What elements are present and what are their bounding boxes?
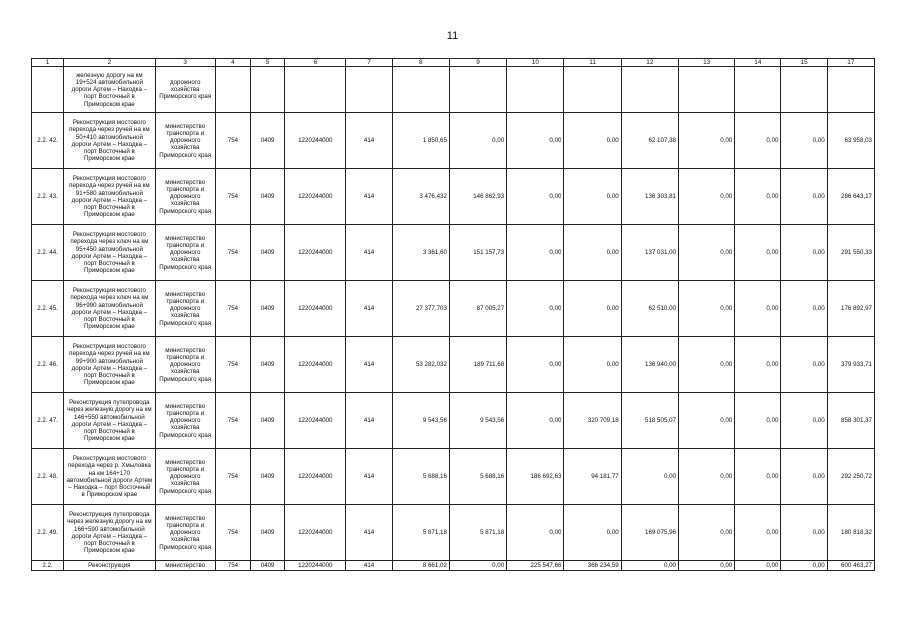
col-17-cell — [827, 67, 874, 113]
organization-cell: министерство транспорта и дорожного хозяйства Приморского края — [155, 393, 215, 449]
col-4-cell: 754 — [215, 561, 250, 571]
col-8-cell: 9 543,56 — [392, 393, 449, 449]
row-number-cell: 2.2. 48. — [32, 449, 64, 505]
row-number-cell: 2.2. 45. — [32, 281, 64, 337]
col-10-cell: 225 547,66 — [507, 561, 564, 571]
col-12-cell: 136 940,00 — [621, 337, 678, 393]
col-4-cell: 754 — [215, 169, 250, 225]
col-5-cell: 0409 — [251, 561, 285, 571]
col-6-cell: 1220244000 — [285, 169, 346, 225]
col-10-cell: 0,00 — [507, 337, 564, 393]
col-13-cell: 0,00 — [678, 169, 734, 225]
col-9-cell: 5 688,16 — [449, 449, 506, 505]
col-12-cell: 169 075,96 — [621, 505, 678, 561]
col-9-cell: 0,00 — [449, 561, 506, 571]
col-9-cell: 146 862,93 — [449, 169, 506, 225]
col-11-cell: 366 234,59 — [564, 561, 621, 571]
col-13-cell: 0,00 — [678, 393, 734, 449]
col-17-cell: 180 818,32 — [827, 505, 874, 561]
col-9-cell: 9 543,56 — [449, 393, 506, 449]
col-8-cell: 8 661,02 — [392, 561, 449, 571]
col-6-cell: 1220244000 — [285, 337, 346, 393]
organization-cell: дорожного хозяйства Приморского края — [155, 67, 215, 113]
description-cell: Реконструкция путепровода через железную дорогу на км 166+590 автомобильной дороги Артем – Находка – порт Восточный в Приморском крае — [64, 505, 155, 561]
col-14-cell: 0,00 — [735, 561, 781, 571]
header-cell: 12 — [621, 59, 678, 67]
table-row — [32, 225, 875, 281]
col-11-cell: 320 709,18 — [564, 393, 621, 449]
table-row — [32, 169, 875, 225]
col-8-cell: 3 361,60 — [392, 225, 449, 281]
col-9-cell — [449, 67, 506, 113]
col-17-cell: 286 643,17 — [827, 169, 874, 225]
col-15-cell: 0,00 — [781, 281, 827, 337]
col-5-cell: 0409 — [251, 113, 285, 169]
col-11-cell: 0,00 — [564, 169, 621, 225]
col-11-cell: 0,00 — [564, 337, 621, 393]
col-11-cell: 94 181,77 — [564, 449, 621, 505]
header-cell: 4 — [215, 59, 250, 67]
table-row — [32, 393, 875, 449]
col-14-cell: 0,00 — [735, 225, 781, 281]
col-17-cell: 176 892,97 — [827, 281, 874, 337]
header-cell: 5 — [251, 59, 285, 67]
col-15-cell: 0,00 — [781, 169, 827, 225]
description-cell: Реконструкция мостового перехода через р. Хмыловка на км 164+170 автомобильной дороги Артем – Находка – порт Восточный в Приморском крае — [64, 449, 155, 505]
col-14-cell: 0,00 — [735, 113, 781, 169]
col-5-cell: 0409 — [251, 505, 285, 561]
col-7-cell: 414 — [346, 113, 392, 169]
col-15-cell: 0,00 — [781, 113, 827, 169]
col-6-cell: 1220244000 — [285, 113, 346, 169]
col-7-cell: 414 — [346, 225, 392, 281]
col-17-cell: 858 301,37 — [827, 393, 874, 449]
col-10-cell: 0,00 — [507, 505, 564, 561]
col-15-cell: 0,00 — [781, 337, 827, 393]
col-7-cell: 414 — [346, 169, 392, 225]
col-10-cell: 0,00 — [507, 225, 564, 281]
header-row — [32, 59, 875, 67]
col-9-cell: 87 005,27 — [449, 281, 506, 337]
col-17-cell: 379 933,71 — [827, 337, 874, 393]
header-cell: 17 — [827, 59, 874, 67]
organization-cell: министерство транспорта и дорожного хозяйства Приморского края — [155, 225, 215, 281]
col-11-cell: 0,00 — [564, 225, 621, 281]
col-6-cell: 1220244000 — [285, 561, 346, 571]
col-6-cell — [285, 67, 346, 113]
col-12-cell: 0,00 — [621, 561, 678, 571]
col-12-cell: 518 505,07 — [621, 393, 678, 449]
organization-cell: министерство транспорта и дорожного хозяйства Приморского края — [155, 281, 215, 337]
col-6-cell: 1220244000 — [285, 449, 346, 505]
table-row — [32, 449, 875, 505]
col-12-cell: 0,00 — [621, 449, 678, 505]
col-5-cell: 0409 — [251, 393, 285, 449]
col-4-cell: 754 — [215, 449, 250, 505]
col-15-cell: 0,00 — [781, 393, 827, 449]
col-11-cell: 0,00 — [564, 113, 621, 169]
description-cell: Реконструкция мостового перехода через ручей на км 91+580 автомобильной дороги Артем – Находка – порт Восточный в Приморском крае — [64, 169, 155, 225]
table-row — [32, 337, 875, 393]
col-10-cell — [507, 67, 564, 113]
description-cell: Реконструкция мостового перехода через ключ на км 96+990 автомобильной дороги Артем – Находка – порт Восточный в Приморском крае — [64, 281, 155, 337]
description-cell: железную дорогу на км 19+524 автомобильной дороги Артем – Находка – порт Восточный в Приморском крае — [64, 67, 155, 113]
organization-cell: министерство транспорта и дорожного хозяйства Приморского края — [155, 169, 215, 225]
col-5-cell: 0409 — [251, 281, 285, 337]
organization-cell: министерство — [155, 561, 215, 571]
header-cell: 6 — [285, 59, 346, 67]
col-4-cell: 754 — [215, 393, 250, 449]
col-12-cell: 137 031,00 — [621, 225, 678, 281]
col-15-cell: 0,00 — [781, 561, 827, 571]
col-5-cell: 0409 — [251, 225, 285, 281]
col-7-cell: 414 — [346, 281, 392, 337]
row-number-cell: 2.2. 44. — [32, 225, 64, 281]
col-17-cell: 63 958,03 — [827, 113, 874, 169]
description-cell: Реконструкция путепровода через железную дорогу на км 146+550 автомобильной дороги Артем – Находка – порт Восточный в Приморском крае — [64, 393, 155, 449]
col-15-cell: 0,00 — [781, 225, 827, 281]
col-13-cell: 0,00 — [678, 449, 734, 505]
col-15-cell — [781, 67, 827, 113]
col-14-cell — [735, 67, 781, 113]
col-7-cell: 414 — [346, 337, 392, 393]
header-cell: 13 — [678, 59, 734, 67]
budget-table — [31, 58, 875, 571]
header-cell: 8 — [392, 59, 449, 67]
col-15-cell: 0,00 — [781, 449, 827, 505]
col-14-cell: 0,00 — [735, 393, 781, 449]
col-13-cell: 0,00 — [678, 281, 734, 337]
organization-cell: министерство транспорта и дорожного хозяйства Приморского края — [155, 449, 215, 505]
col-4-cell: 754 — [215, 225, 250, 281]
col-13-cell: 0,00 — [678, 337, 734, 393]
col-14-cell: 0,00 — [735, 169, 781, 225]
page-number: 11 — [446, 30, 459, 42]
col-11-cell: 0,00 — [564, 281, 621, 337]
header-cell: 10 — [507, 59, 564, 67]
col-14-cell: 0,00 — [735, 281, 781, 337]
col-5-cell — [251, 67, 285, 113]
col-8-cell: 27 377,703 — [392, 281, 449, 337]
header-cell: 9 — [449, 59, 506, 67]
col-14-cell: 0,00 — [735, 337, 781, 393]
col-8-cell: 5 688,16 — [392, 449, 449, 505]
col-14-cell: 0,00 — [735, 505, 781, 561]
header-cell: 7 — [346, 59, 392, 67]
col-5-cell: 0409 — [251, 169, 285, 225]
table-row — [32, 281, 875, 337]
col-13-cell: 0,00 — [678, 561, 734, 571]
col-17-cell: 292 250,72 — [827, 449, 874, 505]
row-number-cell: 2.2. 49. — [32, 505, 64, 561]
description-cell: Реконструкция мостового перехода через ручей на км 99+900 автомобильной дороги Артем – Находка – порт Восточный в Приморском крае — [64, 337, 155, 393]
col-6-cell: 1220244000 — [285, 281, 346, 337]
col-14-cell: 0,00 — [735, 449, 781, 505]
col-4-cell: 754 — [215, 281, 250, 337]
header-cell: 3 — [155, 59, 215, 67]
col-7-cell: 414 — [346, 561, 392, 571]
col-4-cell: 754 — [215, 113, 250, 169]
col-7-cell — [346, 67, 392, 113]
col-12-cell: 62 510,00 — [621, 281, 678, 337]
col-13-cell — [678, 67, 734, 113]
col-10-cell: 0,00 — [507, 113, 564, 169]
header-cell: 15 — [781, 59, 827, 67]
col-8-cell: 5 871,18 — [392, 505, 449, 561]
col-8-cell: 1 850,65 — [392, 113, 449, 169]
col-8-cell — [392, 67, 449, 113]
col-12-cell: 136 303,81 — [621, 169, 678, 225]
col-10-cell: 0,00 — [507, 169, 564, 225]
header-cell: 2 — [64, 59, 155, 67]
col-9-cell: 5 871,18 — [449, 505, 506, 561]
header-cell: 1 — [32, 59, 64, 67]
description-cell: Реконструкция мостового перехода через ручей на км 50+410 автомобильной дороги Артем – Находка – порт Восточный в Приморском крае — [64, 113, 155, 169]
col-9-cell: 151 157,73 — [449, 225, 506, 281]
organization-cell: министерство транспорта и дорожного хозяйства Приморского края — [155, 113, 215, 169]
col-10-cell: 186 692,63 — [507, 449, 564, 505]
row-number-cell: 2.2. 42. — [32, 113, 64, 169]
col-6-cell: 1220244000 — [285, 505, 346, 561]
table-row — [32, 67, 875, 113]
col-7-cell: 414 — [346, 393, 392, 449]
col-11-cell — [564, 67, 621, 113]
col-8-cell: 3 476,432 — [392, 169, 449, 225]
row-number-cell: 2.2. 47. — [32, 393, 64, 449]
col-7-cell: 414 — [346, 505, 392, 561]
description-cell: Реконструкция — [64, 561, 155, 571]
col-7-cell: 414 — [346, 449, 392, 505]
table-row — [32, 561, 875, 571]
col-11-cell: 0,00 — [564, 505, 621, 561]
col-13-cell: 0,00 — [678, 113, 734, 169]
header-cell: 11 — [564, 59, 621, 67]
row-number-cell: 2.2. — [32, 561, 64, 571]
col-5-cell: 0409 — [251, 449, 285, 505]
col-17-cell: 291 550,33 — [827, 225, 874, 281]
col-9-cell: 0,00 — [449, 113, 506, 169]
col-9-cell: 189 711,68 — [449, 337, 506, 393]
col-6-cell: 1220244000 — [285, 393, 346, 449]
col-15-cell: 0,00 — [781, 505, 827, 561]
organization-cell: министерство транспорта и дорожного хозяйства Приморского края — [155, 505, 215, 561]
col-5-cell: 0409 — [251, 337, 285, 393]
col-10-cell: 0,00 — [507, 393, 564, 449]
row-number-cell — [32, 67, 64, 113]
col-6-cell: 1220244000 — [285, 225, 346, 281]
table-row — [32, 113, 875, 169]
col-4-cell: 754 — [215, 505, 250, 561]
col-12-cell: 62 107,38 — [621, 113, 678, 169]
col-4-cell: 754 — [215, 337, 250, 393]
col-13-cell: 0,00 — [678, 225, 734, 281]
row-number-cell: 2.2. 43. — [32, 169, 64, 225]
organization-cell: министерство транспорта и дорожного хозяйства Приморского края — [155, 337, 215, 393]
row-number-cell: 2.2. 46. — [32, 337, 64, 393]
col-12-cell — [621, 67, 678, 113]
description-cell: Реконструкция мостового перехода через ключ на км 95+450 автомобильной дороги Артем – Находка – порт Восточный в Приморском крае — [64, 225, 155, 281]
col-13-cell: 0,00 — [678, 505, 734, 561]
col-10-cell: 0,00 — [507, 281, 564, 337]
table-row — [32, 505, 875, 561]
header-cell: 14 — [735, 59, 781, 67]
col-17-cell: 600 463,27 — [827, 561, 874, 571]
col-8-cell: 53 282,032 — [392, 337, 449, 393]
col-4-cell — [215, 67, 250, 113]
